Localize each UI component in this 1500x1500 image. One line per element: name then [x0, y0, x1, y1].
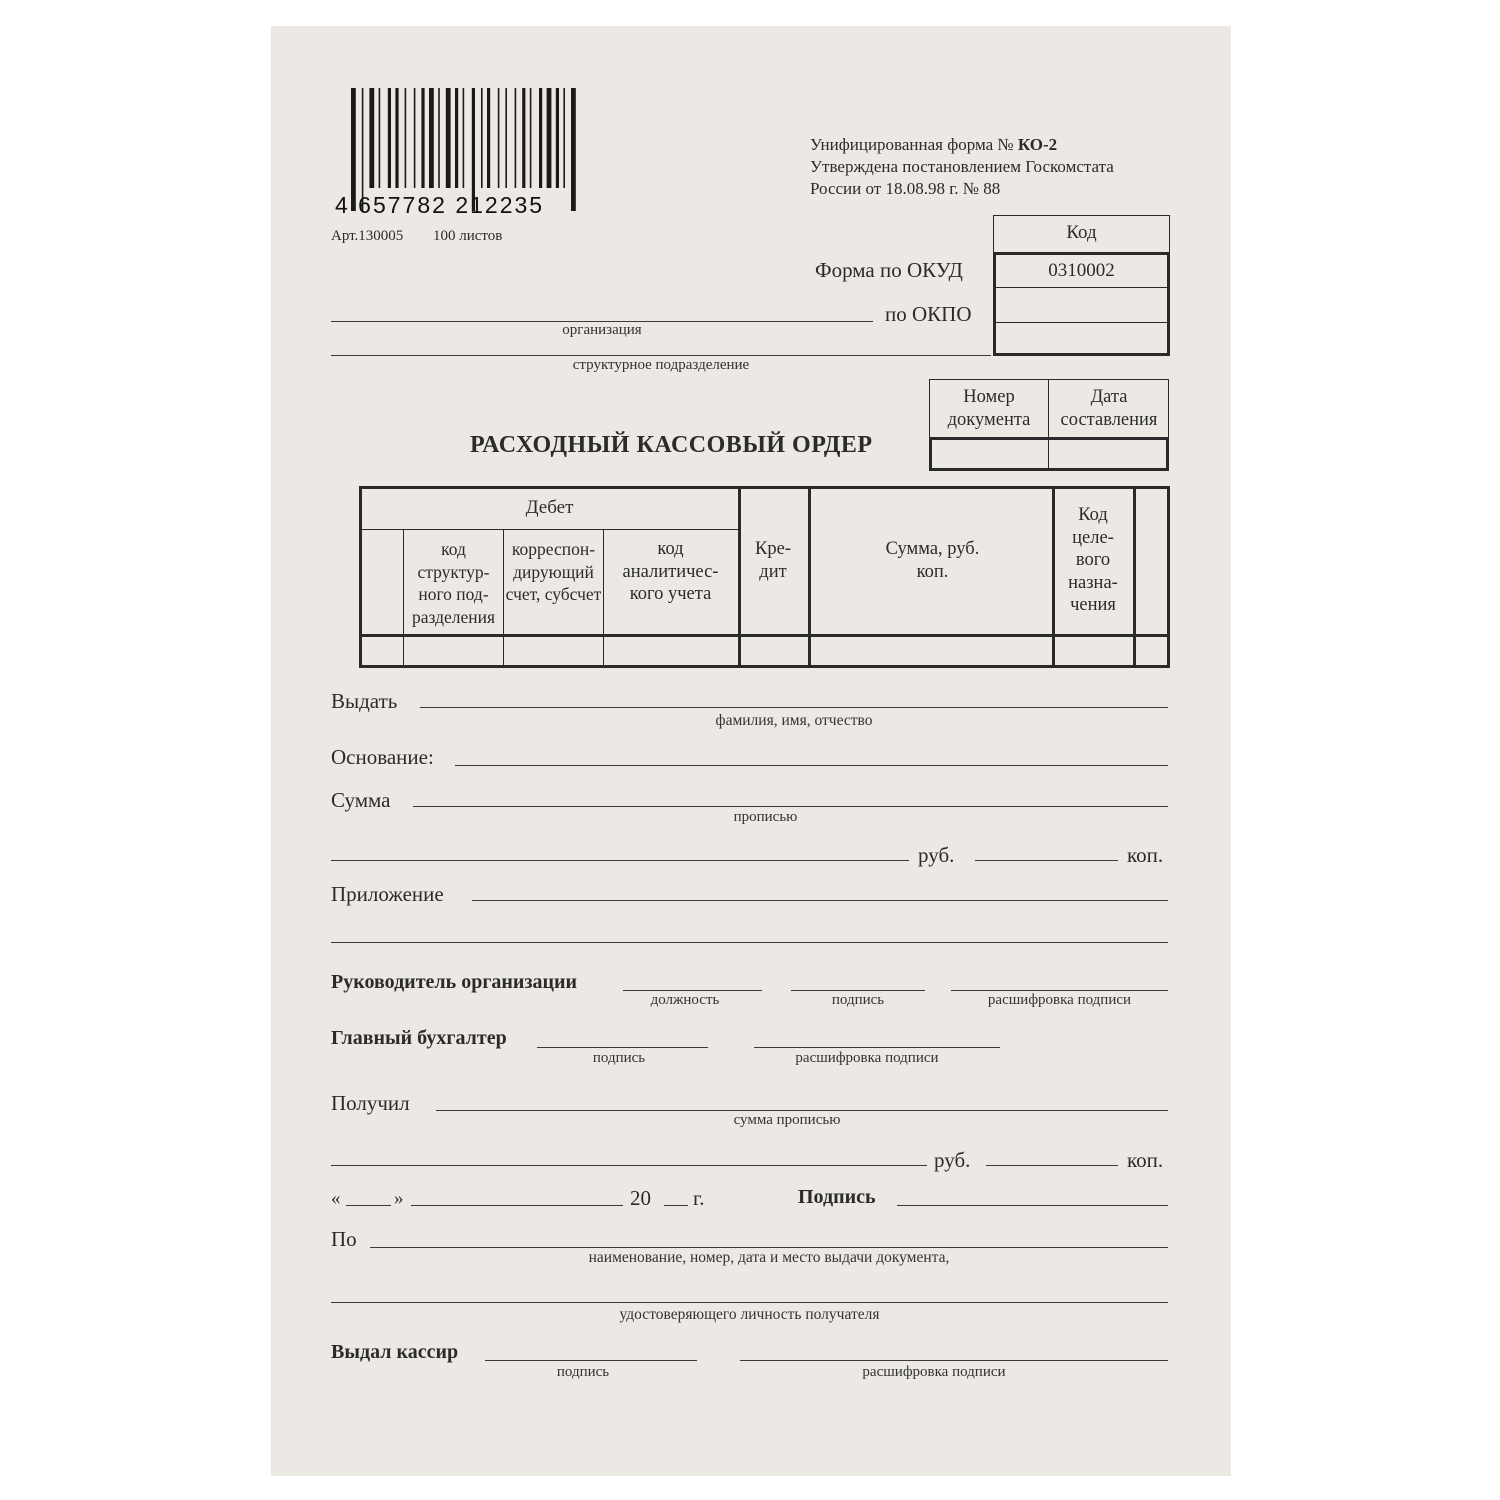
- received-rub-label: руб.: [934, 1148, 971, 1172]
- barcode-bar: [388, 88, 391, 188]
- barcode-bar: [522, 88, 525, 188]
- debet-divider: [361, 529, 739, 530]
- head-position-caption: должность: [650, 992, 720, 1008]
- barcode-bar: [530, 88, 532, 188]
- date-month-line[interactable]: [411, 1205, 623, 1206]
- head-position-line[interactable]: [623, 990, 762, 991]
- approved-text: Утверждена постановлением Госкомстата: [810, 157, 1114, 176]
- sum-kop-line[interactable]: [975, 860, 1118, 861]
- page-title: РАСХОДНЫЙ КАССОВЫЙ ОРДЕР: [470, 432, 873, 458]
- date-quote-open: «: [331, 1188, 341, 1209]
- barcode-bar: [438, 88, 440, 188]
- head-signature-line[interactable]: [791, 990, 925, 991]
- head-signature-caption: подпись: [831, 992, 885, 1008]
- barcode-bar: [414, 88, 416, 188]
- issue-caption: фамилия, имя, отчество: [715, 712, 873, 729]
- received-label: Получил: [331, 1091, 410, 1115]
- chief-signature-line[interactable]: [537, 1047, 708, 1048]
- article-number: Арт.130005: [331, 228, 404, 244]
- chief-accountant-label: Главный бухгалтер: [331, 1027, 507, 1049]
- organization-caption: организация: [562, 322, 642, 338]
- table-vline-3: [603, 529, 604, 666]
- form-prefix: Унифицированная форма №: [810, 135, 1018, 154]
- form-code: КО-2: [1017, 135, 1058, 154]
- cashier-label: Выдал кассир: [331, 1341, 459, 1363]
- code-title: Код: [1066, 222, 1097, 243]
- issue-label: Выдать: [331, 689, 398, 713]
- code-box-divider: [993, 287, 1170, 288]
- barcode-bar: [455, 88, 458, 188]
- table-vline-7: [1133, 488, 1136, 666]
- barcode-bar: [481, 88, 483, 188]
- okpo-label: по ОКПО: [885, 302, 972, 326]
- barcode-bar: [463, 88, 465, 188]
- barcode-bar: [369, 88, 374, 188]
- col-target-header: Код целе-вого назна-чения: [1068, 505, 1118, 615]
- received-kop-line[interactable]: [986, 1165, 1118, 1166]
- date-day-line[interactable]: [346, 1205, 391, 1206]
- sum-line[interactable]: [413, 806, 1168, 807]
- date-year-suffix: г.: [693, 1186, 705, 1210]
- sum-rub-label: руб.: [918, 843, 955, 867]
- col-struct-header: код структур-ного под-разделения: [411, 539, 496, 627]
- table-vline-5: [808, 488, 811, 666]
- doc-number-header: Номер документа: [947, 387, 1031, 430]
- col-sum-header: Сумма, руб. коп.: [885, 539, 980, 582]
- barcode-bar: [429, 88, 434, 188]
- cashier-signature-line[interactable]: [485, 1360, 697, 1361]
- date-quote-close: »: [394, 1188, 404, 1209]
- by-line[interactable]: [370, 1247, 1168, 1248]
- chief-decoding-line[interactable]: [754, 1047, 1000, 1048]
- okud-value: 0310002: [1048, 260, 1115, 281]
- barcode-bar: [487, 88, 490, 188]
- attachment-line-2[interactable]: [331, 942, 1168, 943]
- division-caption: структурное подразделение: [572, 357, 750, 373]
- sum-kop-label: коп.: [1127, 843, 1164, 867]
- received-kop-label: коп.: [1127, 1148, 1164, 1172]
- barcode-bar: [556, 88, 559, 188]
- head-decoding-line[interactable]: [951, 990, 1168, 991]
- barcode-bar: [446, 88, 451, 188]
- by-line-2[interactable]: [331, 1302, 1168, 1303]
- barcode-bar: [498, 88, 500, 188]
- head-decoding-caption: расшифровка подписи: [987, 992, 1132, 1008]
- sign-label: Подпись: [798, 1186, 876, 1208]
- sum-line-2[interactable]: [331, 860, 909, 861]
- form-header-line1: [810, 135, 1057, 155]
- col-credit-header: Кре-дит: [755, 539, 791, 582]
- debet-header: Дебет: [525, 497, 574, 518]
- cashier-decoding-caption: расшифровка подписи: [862, 1364, 1006, 1380]
- barcode-digits: 4 657782 212235: [335, 192, 545, 218]
- doc-box-divider: [1048, 379, 1049, 471]
- sum-caption: прописью: [733, 809, 798, 825]
- received-line[interactable]: [436, 1110, 1168, 1111]
- attachment-label: Приложение: [331, 882, 444, 906]
- date-year-line[interactable]: [664, 1205, 688, 1206]
- barcode-bar: [395, 88, 398, 188]
- sign-line[interactable]: [897, 1205, 1168, 1206]
- cashier-decoding-line[interactable]: [740, 1360, 1168, 1361]
- barcode-bar: [515, 88, 517, 188]
- issue-line[interactable]: [420, 707, 1168, 708]
- table-header-bottom: [361, 634, 1169, 637]
- barcode-bar: [547, 88, 552, 188]
- barcode-bar: [505, 88, 507, 188]
- barcode-bar: [539, 88, 542, 188]
- cashier-signature-caption: подпись: [556, 1364, 610, 1380]
- basis-line[interactable]: [455, 765, 1168, 766]
- sum-label: Сумма: [331, 788, 391, 812]
- table-vline-6: [1052, 488, 1055, 666]
- by-caption-2: удостоверяющего личность получателя: [619, 1306, 880, 1323]
- head-label: Руководитель организации: [331, 971, 578, 993]
- barcode-bar: [405, 88, 407, 188]
- barcode-bar: [379, 88, 381, 188]
- col-anal-header: код аналитичес-кого учета: [622, 539, 719, 604]
- code-box-divider2: [993, 322, 1170, 323]
- by-label: По: [331, 1227, 357, 1251]
- division-line: [331, 355, 991, 356]
- okud-label: Форма по ОКУД: [815, 258, 963, 282]
- basis-label: Основание:: [331, 745, 434, 769]
- col-corr-header: корреспон-дирующий счет, субсчет: [505, 539, 602, 604]
- by-caption: наименование, номер, дата и место выдачи документа,: [588, 1249, 950, 1266]
- received-caption: сумма прописью: [733, 1112, 841, 1128]
- table-vline-4: [738, 488, 741, 666]
- barcode-bar: [571, 88, 576, 211]
- approved-date: России от 18.08.98 г. № 88: [810, 179, 1001, 198]
- received-line-2[interactable]: [331, 1165, 927, 1166]
- doc-box-values: [929, 437, 1169, 471]
- attachment-line[interactable]: [472, 900, 1168, 901]
- date-year-prefix: 20: [630, 1186, 651, 1210]
- doc-date-header: Дата составления: [1060, 387, 1158, 430]
- chief-signature-caption: подпись: [592, 1050, 646, 1066]
- barcode-bar: [421, 88, 424, 188]
- sheet-count: 100 листов: [433, 228, 503, 244]
- chief-decoding-caption: расшифровка подписи: [795, 1050, 939, 1066]
- barcode-bar: [563, 88, 565, 188]
